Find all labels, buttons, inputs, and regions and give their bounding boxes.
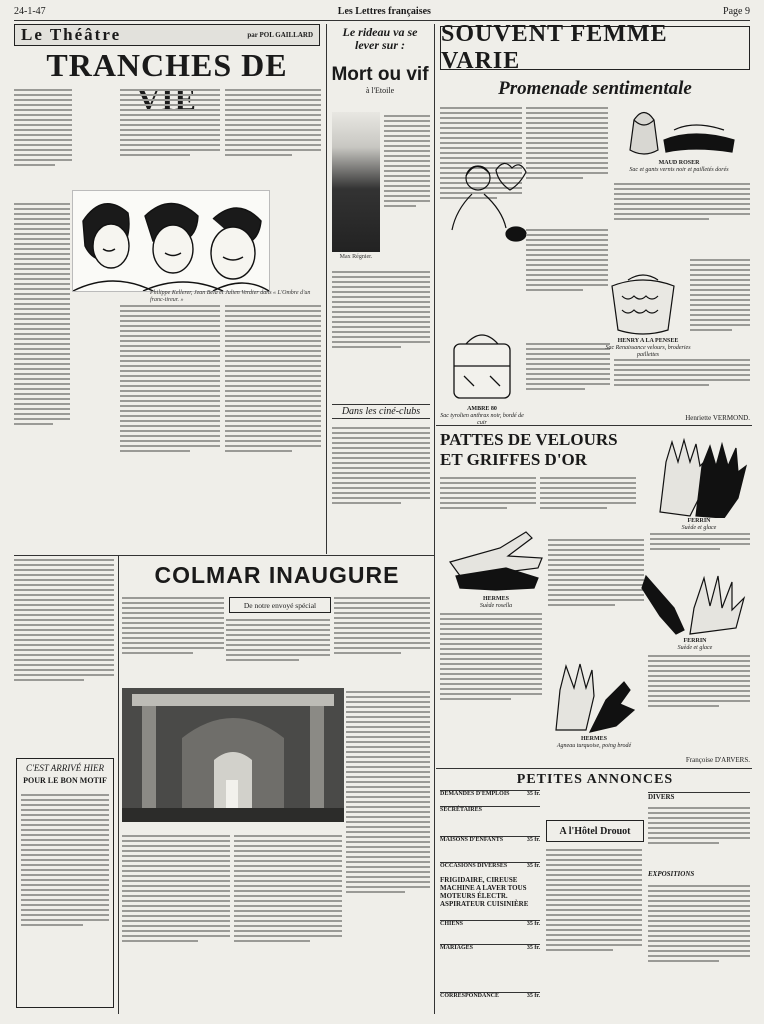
expositions-label: EXPOSITIONS [648,870,695,878]
classified-category [440,992,540,999]
theatre-text-col3 [225,86,321,186]
classified-category-price: 35 fr. [526,791,540,797]
colmar-text-col1b [122,832,230,1008]
classified-category [440,920,540,927]
colmar-text-col3b [346,688,430,1008]
running-header [14,6,750,21]
theatre-banner [14,24,320,46]
classified-category-label: SECRÉTAIRES [440,807,482,813]
classified-category [440,944,540,951]
classified-category [440,790,540,797]
petites-annonces-title: PETITES ANNONCES [516,772,674,787]
theatre-headline: TRANCHES DE [46,47,288,83]
colmar-headline: COLMAR INAUGURE [154,562,400,588]
section-rule [436,768,752,769]
fashion-text-col2b [526,226,608,336]
classified-category-price: 35 fr. [526,921,540,927]
cine-clubs-text [332,424,430,550]
divers-label: DIVERS [648,792,750,801]
purse-sketch [614,100,744,160]
gloves-sketch-hermes-2 [546,660,636,734]
fashion-subheading: Promenade sentimentale [498,78,692,99]
expositions-text [648,882,750,1012]
masthead-small: Les Lettres françaises [337,6,431,17]
woman-sketch [446,150,534,250]
renaissance-bag-sketch [598,270,688,338]
theatre-text-col2b [120,302,220,547]
arrive-hier-text [21,791,109,1003]
rideau-box [330,26,430,95]
classified-category-label: FRIGIDAIRE, CIREUSE MACHINE A LAVER TOUS MOTEURS ÉLECTR. ASPIRATEUR CUISINIÈRE [440,876,529,908]
classified-category-label: OCCASIONS DIVERSES [440,863,508,869]
colmar-text-col2b [234,832,342,1008]
classified-category-label: CHIENS [440,921,464,927]
tyrolean-bag-sketch [444,326,520,406]
theatre-text-col1b [14,200,70,550]
drouot-text [546,846,642,1012]
classified-category-label: CORRESPONDANCE [440,993,500,999]
column-rule [434,24,435,1014]
stage-set-photo [122,688,344,822]
rideau-text [384,112,430,262]
caption-henry: HENRY A LA PENSEE Sac Renaissance velours, broderies paillettes [605,338,691,358]
pattes-text-col1b [440,610,542,760]
theatre-author: par POL GAILLARD [247,31,313,39]
colmar-text-col1 [122,594,224,686]
cine-clubs-title: Dans les ciné-clubs [332,404,430,419]
column-rule [118,556,119,1014]
theatre-banner-title: Le Théâtre [21,25,122,44]
colmar-text-col2 [226,616,330,686]
divers-text [648,804,750,868]
caption-hermes-2: HERMES Agneau turquoise, poing brodé [556,736,632,749]
classified-category-price: 35 fr. [526,863,540,869]
page-number: Page 9 [723,6,750,17]
caption-hermes-1: HERMES Suède rosella [479,596,513,609]
colmar-byline: De notre envoyé spécial [229,597,331,613]
arrive-hier-box [16,758,114,1008]
classified-category-price: 35 fr. [526,993,540,999]
caption-maud-roser: MAUD ROSER Sac et gants vernis noir et pailletés dorés [629,160,729,173]
pattes-text-col3b [648,652,750,752]
classified-category [440,862,540,869]
caricature-drawing [72,190,270,292]
gloves-sketch-ferrin-1 [650,432,748,518]
rideau-title: Mort ou vif [331,64,429,85]
theatre-continuation-text [14,556,114,752]
max-regnier-photo [332,112,380,252]
classified-category-price: 35 fr. [526,837,540,843]
classified-category-price: 35 fr. [526,945,540,951]
colmar-text-col3 [334,594,430,686]
arrive-hier-subtitle: POUR LE BON MOTIF [23,776,107,785]
photo-caption: Max Régnier. [339,254,373,260]
gloves-sketch-ferrin-2 [640,568,750,638]
theatre-text-col1 [14,86,72,196]
column-rule [326,24,327,554]
classified-category [440,806,540,813]
classified-category-label: MAISONS D'ENFANTS [440,837,504,843]
fashion-signature: Henriette VERMOND. [685,414,750,422]
caption-ferrin-2: FERRIN Suède et glace [677,638,713,651]
rideau-venue: à l'Etoile [365,86,395,95]
page-date: 24-1-47 [14,6,46,17]
theatre-text-col2 [120,86,220,186]
gloves-sketch-hermes [446,528,546,594]
fashion-banner: SOUVENT FEMME VARIE [440,26,750,70]
fashion-text-col3 [614,180,750,250]
fashion-text-col3b [614,356,750,412]
pattes-text-col1 [440,474,536,534]
classified-category-label: DEMANDES D'EMPLOIS [440,791,510,797]
pattes-text-col2b [548,536,644,656]
caption-ferrin-1: FERRIN Suède et glace [681,518,717,531]
classified-category [440,836,540,843]
drouot-box: A l'Hôtel Drouot [546,820,644,842]
classified-category-label: MARIAGES [440,945,474,951]
caption-ambre: AMBRE 80 Sac tyrolien anthrax noir, bordé de cuir [440,406,524,426]
classified-category [440,876,540,908]
pattes-text-col3 [650,530,750,566]
pattes-title: PATTES DE VELOURS ET GRIFFES D'OR [440,430,618,469]
caricature-caption: Philippe Kellerer, Jean Bela et Julien Verdier dans « L'Ombre d'un franc-tireur. » [150,290,311,303]
pattes-text-col2 [540,474,636,534]
rideau-text-lower [332,268,430,398]
pattes-signature: Françoise D'ARVERS. [685,756,750,764]
arrive-hier-title: C'EST ARRIVÉ HIER [25,763,105,773]
fashion-text-col2 [526,104,608,224]
rideau-kicker: Le rideau va se lever sur : [342,25,418,52]
theatre-text-col3b [225,302,321,547]
